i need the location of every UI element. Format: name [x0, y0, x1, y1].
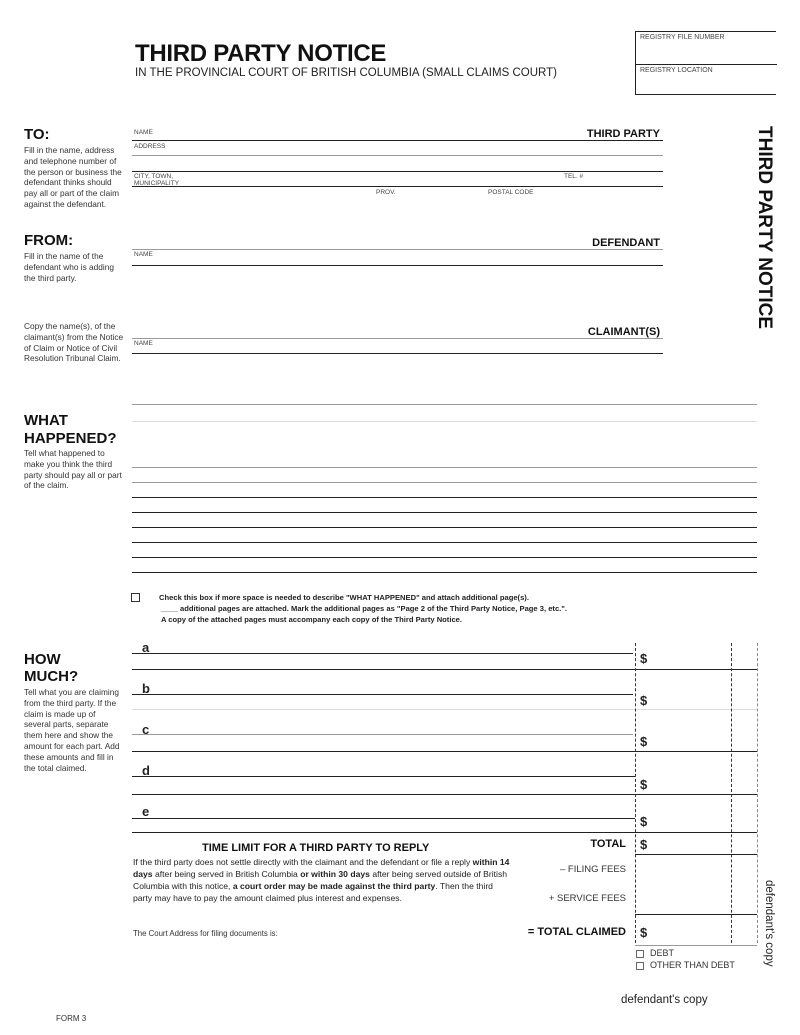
claim-row-divider — [132, 794, 757, 795]
claimants-label: CLAIMANT(S) — [587, 326, 660, 338]
defendant-label: DEFENDANT — [592, 237, 660, 249]
what-happened-line[interactable] — [132, 557, 757, 558]
claim-letter-c: c — [142, 722, 150, 737]
claim-row-divider — [132, 832, 757, 833]
claimants-description: Copy the name(s), of the claimant(s) from the Notice of Claim or Notice of Civil Resolution Tribunal Claim. — [24, 321, 124, 364]
registry-location-field[interactable] — [636, 64, 777, 96]
what-happened-line[interactable] — [132, 421, 757, 422]
what-happened-line[interactable] — [132, 404, 757, 405]
claim-currency-b: $ — [640, 693, 648, 708]
claim-letter-b: b — [142, 681, 150, 696]
side-title: THIRD PARTY NOTICE — [754, 126, 775, 330]
time-limit-heading: TIME LIMIT FOR A THIRD PARTY TO REPLY — [202, 842, 430, 854]
what-happened-line[interactable] — [132, 482, 757, 483]
claim-letter-e: e — [142, 804, 150, 819]
what-happened-line[interactable] — [132, 542, 757, 543]
how-much-heading-line1: HOW — [24, 651, 61, 668]
registry-box — [635, 31, 776, 95]
address-field[interactable] — [132, 155, 663, 156]
total-currency: $ — [640, 837, 648, 852]
amount-column-divider — [635, 643, 636, 943]
city-label: CITY, TOWN, MUNICIPALITY — [134, 173, 180, 187]
time-limit-text: after being served in British Columbia — [152, 869, 301, 879]
how-much-description: Tell what you are claiming from the third party. If the claim is made up of several parts, separate them here and show the amount for each part. Add these amounts and fill in the total claimed. — [24, 687, 120, 773]
more-space-note: Check this box if more space is needed to describe "WHAT HAPPENED" and attach additional page(s). — [159, 593, 529, 602]
total-amount-field[interactable] — [635, 854, 757, 855]
court-address-label: The Court Address for filing documents is: — [133, 929, 278, 938]
registry-file-number-field[interactable] — [636, 32, 777, 64]
address-label: ADDRESS — [134, 143, 166, 150]
form-title: THIRD PARTY NOTICE — [135, 40, 387, 67]
what-happened-line[interactable] — [132, 527, 757, 528]
claim-description-d[interactable] — [132, 776, 635, 777]
defendant-name-field[interactable] — [132, 265, 663, 266]
time-limit-bold: or within 30 days — [300, 869, 370, 879]
claimants-name-label: NAME — [134, 340, 153, 347]
additional-pages-note: ____ additional pages are attached. Mark the additional pages as "Page 2 of the Third Party Notice, Page 3, etc.". — [161, 604, 567, 613]
claim-letter-a: a — [142, 640, 150, 655]
time-limit-body — [133, 856, 513, 904]
claim-description-e[interactable] — [132, 818, 635, 819]
other-than-debt-checkbox[interactable] — [636, 962, 644, 970]
what-happened-heading-line2: HAPPENED? — [24, 430, 117, 447]
attached-copy-note: A copy of the attached pages must accompany each copy of the Third Party Notice. — [161, 615, 463, 624]
third-party-name-label: NAME — [134, 129, 153, 136]
cents-column-divider — [731, 643, 732, 943]
claim-row-divider — [132, 751, 757, 752]
claim-currency-a: $ — [640, 651, 648, 666]
total-label: TOTAL — [590, 838, 626, 850]
right-column-divider — [757, 643, 758, 943]
address-field-line2[interactable] — [132, 171, 663, 172]
prov-label: PROV. — [376, 189, 396, 196]
tel-label: TEL. # — [564, 173, 584, 180]
claim-currency-d: $ — [640, 777, 648, 792]
form-subtitle: IN THE PROVINCIAL COURT OF BRITISH COLUMBIA (SMALL CLAIMS COURT) — [135, 67, 557, 79]
fees-amount-field[interactable] — [635, 914, 757, 915]
total-claimed-field[interactable] — [635, 945, 757, 946]
time-limit-bold: a court order may be made against the third party — [232, 881, 436, 891]
registry-file-number-label: REGISTRY FILE NUMBER — [640, 34, 725, 41]
claim-currency-e: $ — [640, 814, 648, 829]
more-space-checkbox[interactable] — [131, 593, 140, 602]
debt-checkbox[interactable] — [636, 950, 644, 958]
side-copy-label: defendant's copy — [763, 880, 775, 967]
third-party-label: THIRD PARTY — [586, 128, 660, 140]
what-happened-description: Tell what happened to make you think the third party should pay all or part of the claim. — [24, 448, 122, 491]
what-happened-line[interactable] — [132, 512, 757, 513]
claim-description-c[interactable] — [132, 734, 633, 735]
claimants-top-line — [132, 338, 663, 339]
what-happened-heading-line1: WHAT — [24, 412, 68, 429]
claim-currency-c: $ — [640, 734, 648, 749]
what-happened-line[interactable] — [132, 572, 757, 573]
third-party-name-field[interactable] — [132, 140, 663, 141]
from-description: Fill in the name of the defendant who is adding the third party. — [24, 251, 114, 283]
claim-letter-d: d — [142, 763, 150, 778]
claim-row-divider — [132, 709, 757, 710]
to-description: Fill in the name, address and telephone number of the person or business the defendant thinks should pay all or part of the claim against the defendant. — [24, 145, 122, 209]
claim-row-divider — [132, 669, 757, 670]
copy-label: defendant's copy — [621, 994, 708, 1006]
to-heading: TO: — [24, 126, 50, 143]
other-than-debt-label: OTHER THAN DEBT — [650, 960, 735, 970]
total-claimed-label: = TOTAL CLAIMED — [527, 926, 626, 938]
time-limit-text: . Then the third party may have to pay the amount claimed plus interest and expenses. — [133, 881, 493, 903]
city-tel-field[interactable] — [132, 186, 663, 187]
postal-code-label: POSTAL CODE — [488, 189, 534, 196]
what-happened-line[interactable] — [132, 467, 757, 468]
time-limit-text: after being served outside of British Columbia with this notice, — [133, 869, 508, 891]
filing-fees-label: – FILING FEES — [560, 864, 626, 875]
how-much-heading-line2: MUCH? — [24, 668, 79, 685]
total-claimed-currency: $ — [640, 925, 648, 940]
time-limit-text: If the third party does not settle directly with the claimant and the defendant or file a reply — [133, 857, 473, 867]
claim-description-a[interactable] — [132, 653, 633, 654]
service-fees-label: + SERVICE FEES — [548, 893, 626, 904]
debt-label: DEBT — [650, 948, 675, 958]
defendant-top-line — [132, 249, 663, 250]
registry-location-label: REGISTRY LOCATION — [640, 67, 713, 74]
what-happened-line[interactable] — [132, 497, 757, 498]
claim-description-b[interactable] — [132, 694, 633, 695]
form-number: FORM 3 — [56, 1014, 87, 1023]
time-limit-bold: within 14 days — [133, 857, 510, 879]
from-heading: FROM: — [24, 232, 74, 249]
defendant-name-label: NAME — [134, 251, 153, 258]
claimants-name-field[interactable] — [132, 353, 663, 354]
